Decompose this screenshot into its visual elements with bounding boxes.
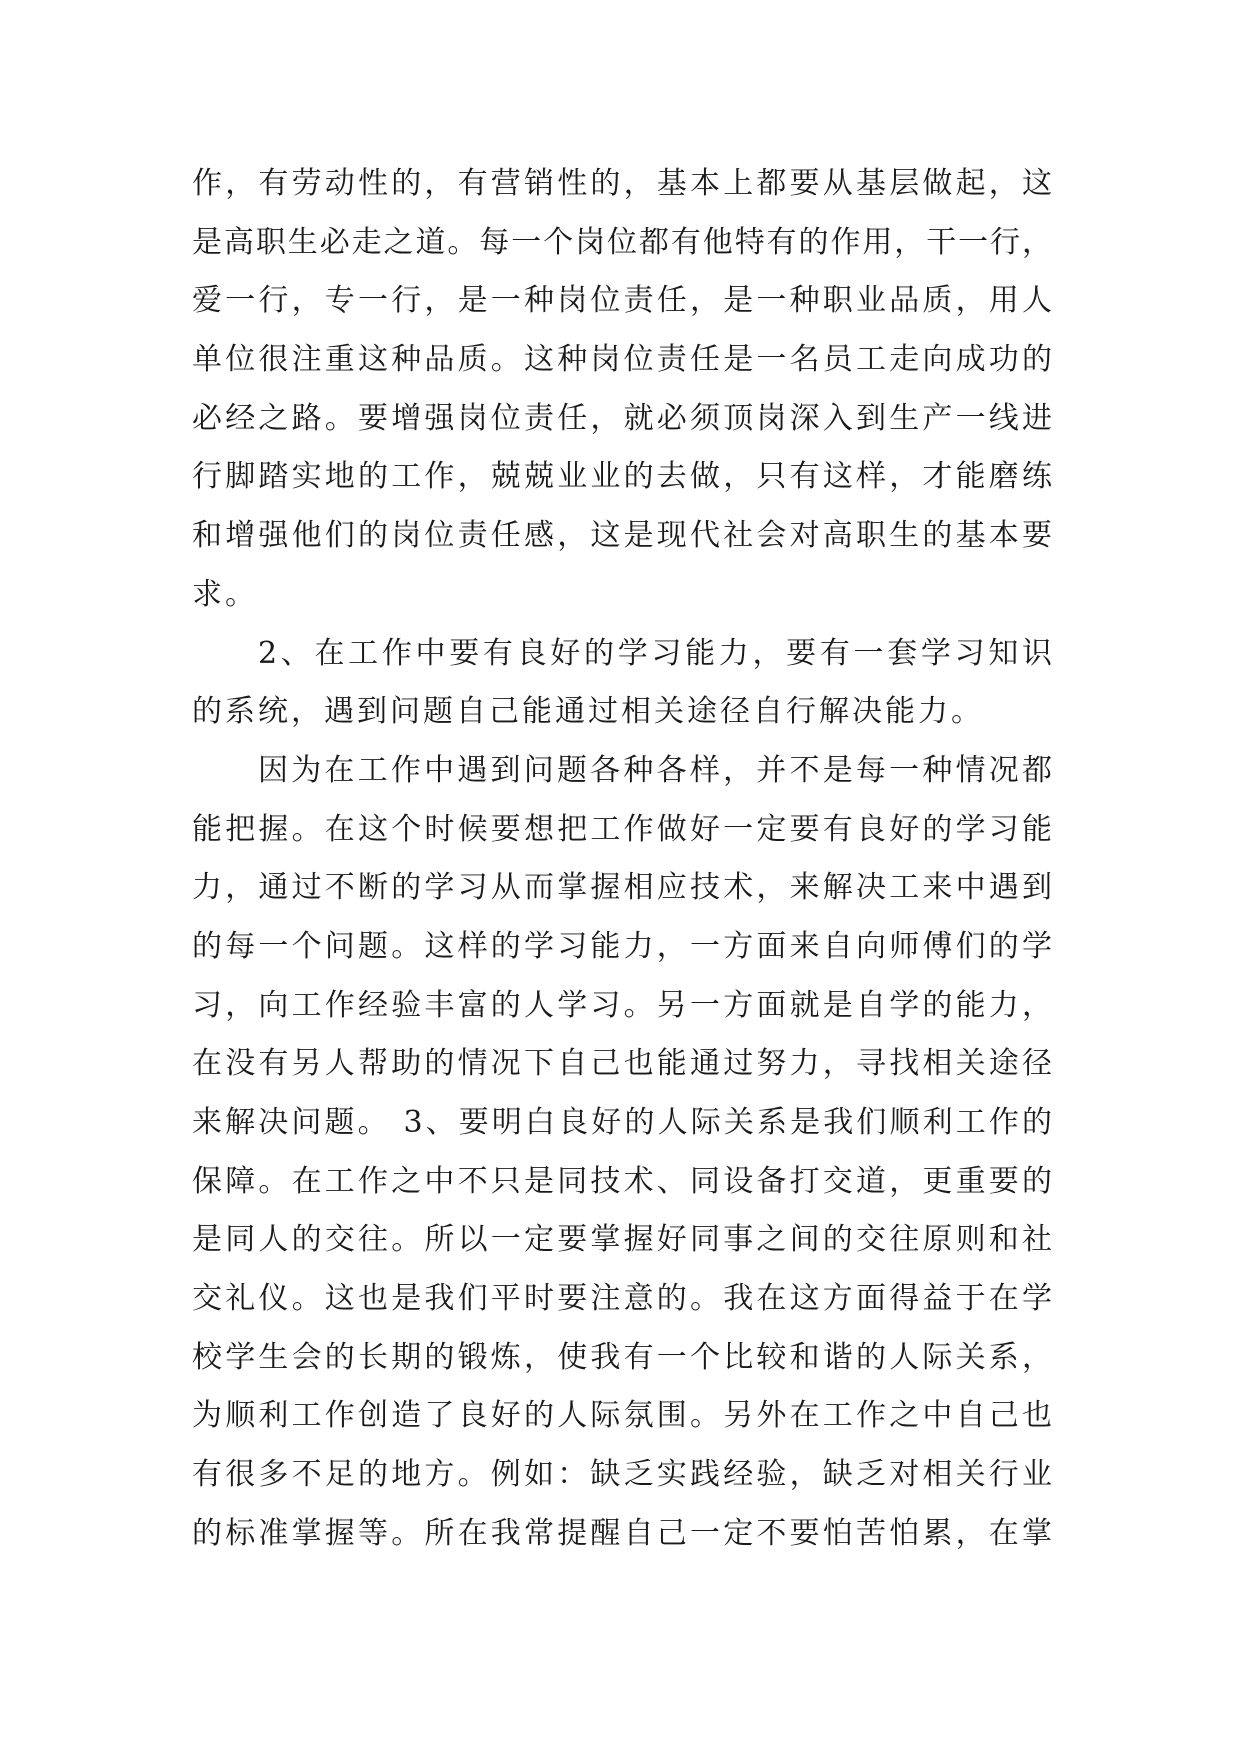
text-line: 校学生会的长期的锻炼，使我有一个比较和谐的人际关系，	[192, 1339, 1052, 1375]
text-line: 是同人的交往。所以一定要掌握好同事之间的交往原则和社	[192, 1222, 1052, 1258]
text-line: 的标准掌握等。所在我常提醒自己一定不要怕苦怕累，在掌	[192, 1515, 1052, 1551]
text-line: 在没有另人帮助的情况下自己也能通过努力，寻找相关途径	[192, 1046, 1052, 1082]
text-line: 爱一行，专一行，是一种岗位责任，是一种职业品质，用人	[192, 283, 1052, 319]
text-line: 的每一个问题。这样的学习能力，一方面来自向师傅们的学	[192, 928, 1052, 964]
text-line: 单位很注重这种品质。这种岗位责任是一名员工走向成功的	[192, 342, 1052, 378]
text-line: 的系统，遇到问题自己能通过相关途径自行解决能力。	[192, 694, 984, 730]
text-line: 能把握。在这个时候要想把工作做好一定要有良好的学习能	[192, 811, 1052, 847]
text-line: 行脚踏实地的工作，兢兢业业的去做，只有这样，才能磨练	[192, 459, 1052, 495]
text-line: 作，有劳动性的，有营销性的，基本上都要从基层做起，这	[192, 166, 1052, 201]
text-line: 来解决问题。 3、要明白良好的人际关系是我们顺利工作的	[192, 1105, 1052, 1140]
text-line: 必经之路。要增强岗位责任，就必须顶岗深入到生产一线进	[192, 400, 1052, 436]
text-line: 和增强他们的岗位责任感，这是现代社会对高职生的基本要	[192, 518, 1052, 554]
text-line: 求。	[192, 576, 258, 612]
text-line: 因为在工作中遇到问题各种各样，并不是每一种情况都	[258, 752, 1052, 788]
text-line: 力，通过不断的学习从而掌握相应技术，来解决工来中遇到	[192, 870, 1052, 906]
body-text	[192, 155, 1052, 1564]
text-line: 是高职生必走之道。每一个岗位都有他特有的作用，干一行，	[192, 224, 1052, 260]
text-line: 保障。在工作之中不只是同技术、同设备打交道，更重要的	[192, 1163, 1052, 1199]
text-line: 交礼仪。这也是我们平时要注意的。我在这方面得益于在学	[192, 1281, 1052, 1317]
text-line: 2、在工作中要有良好的学习能力，要有一套学习知识	[258, 635, 1052, 671]
text-line: 为顺利工作创造了良好的人际氛围。另外在工作之中自己也	[192, 1398, 1052, 1434]
text-line: 习，向工作经验丰富的人学习。另一方面就是自学的能力，	[192, 987, 1052, 1023]
text-line: 有很多不足的地方。例如：缺乏实践经验，缺乏对相关行业	[192, 1457, 1052, 1493]
